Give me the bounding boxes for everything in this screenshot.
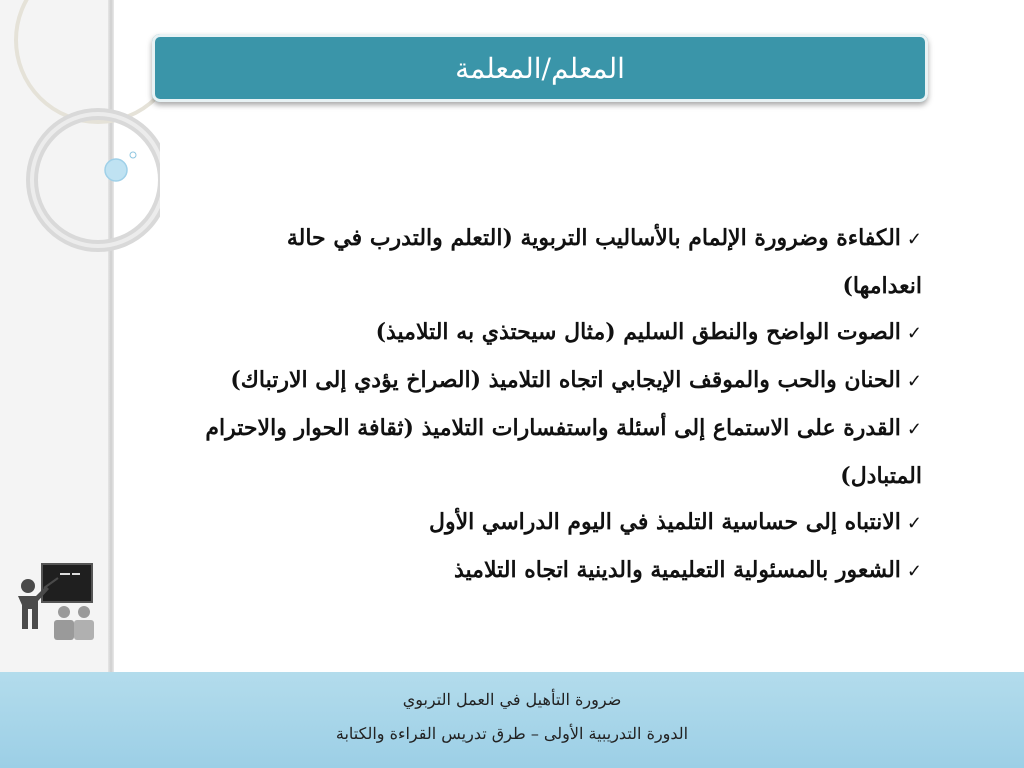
checkmark-icon: ✓ — [906, 561, 922, 582]
bullet-item-3 — [200, 357, 922, 405]
footer-bar — [0, 672, 1024, 768]
slide-title: المعلم/المعلمة — [455, 51, 625, 85]
bullet-item-4 — [200, 405, 922, 499]
footer-line-1: ضرورة التأهيل في العمل التربوي — [402, 690, 622, 709]
checkmark-icon: ✓ — [906, 419, 922, 440]
bullet-list — [200, 215, 922, 595]
checkmark-icon: ✓ — [906, 513, 922, 534]
bullet-text: الشعور بالمسئولية التعليمية والدينية اتجاه التلاميذ — [454, 557, 901, 583]
bullet-item-5 — [200, 499, 922, 547]
bullet-text: الكفاءة وضرورة الإلمام بالأساليب التربوية (التعلم والتدرب في حالة انعدامها) — [286, 225, 922, 299]
checkmark-icon: ✓ — [906, 229, 922, 250]
bullet-item-1 — [200, 215, 922, 309]
bubble-decoration-icon — [105, 159, 127, 181]
bullet-text: الصوت الواضح والنطق السليم (مثال سيحتذي به التلاميذ) — [375, 319, 901, 345]
checkmark-icon: ✓ — [906, 371, 922, 392]
footer-line-2: الدورة التدريبية الأولى – طرق تدريس القراءة والكتابة — [335, 724, 689, 743]
bullet-item-2 — [200, 309, 922, 357]
bullet-text: القدرة على الاستماع إلى أسئلة واستفسارات التلاميذ (ثقافة الحوار والاحترام المتبادل) — [205, 415, 922, 489]
bullet-text: الحنان والحب والموقف الإيجابي اتجاه التلاميذ (الصراخ يؤدي إلى الارتباك) — [230, 367, 901, 393]
title-banner — [152, 34, 928, 102]
ring-decoration-icon — [0, 0, 160, 260]
bullet-text: الانتباه إلى حساسية التلميذ في اليوم الدراسي الأول — [428, 509, 901, 535]
teacher-pictogram-icon — [8, 560, 98, 645]
checkmark-icon: ✓ — [906, 323, 922, 344]
bullet-item-6 — [200, 547, 922, 595]
